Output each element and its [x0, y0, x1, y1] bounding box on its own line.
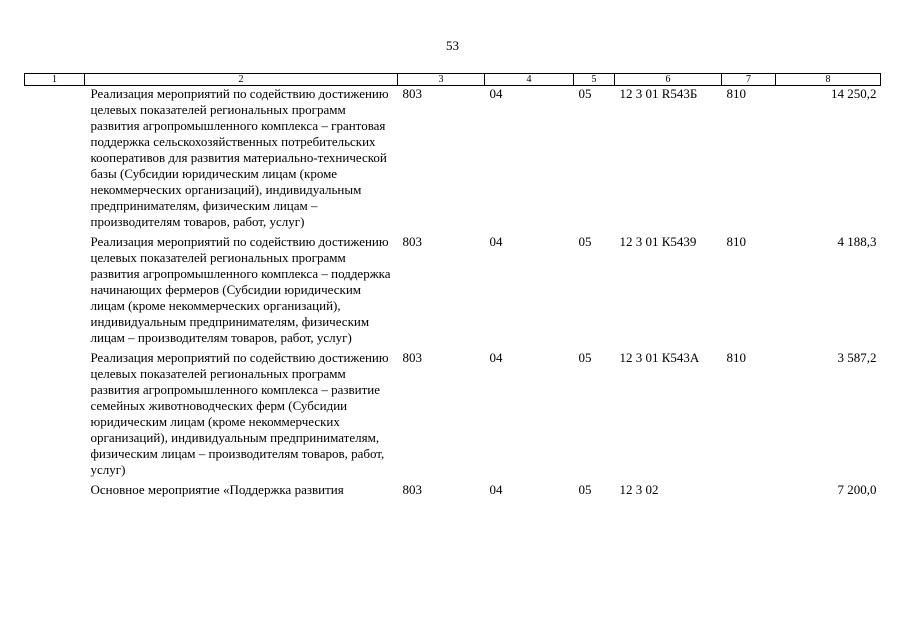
row-number-cell: [25, 234, 85, 350]
target-article-cell: 12 3 01 К5439: [619, 234, 697, 249]
table-row: [25, 86, 881, 235]
header-cell-col4: 4: [485, 74, 574, 86]
amount-cell: 14 250,2: [831, 86, 877, 101]
subsection-code-cell: 05: [578, 482, 592, 497]
table-header: [25, 74, 881, 86]
target-article-cell: 12 3 01 К543А: [619, 350, 700, 365]
ministry-code-cell: 803: [402, 234, 422, 249]
header-cell-col1: 1: [25, 74, 85, 86]
page-number: 53: [446, 38, 459, 53]
expense-type-cell: 810: [726, 350, 746, 365]
row-number-cell: [25, 350, 85, 482]
row-number-cell: [25, 86, 85, 235]
header-cell-col3: 3: [398, 74, 485, 86]
amount-cell: 7 200,0: [837, 482, 877, 497]
subsection-code-cell: 05: [578, 350, 592, 365]
expense-type-cell: [722, 482, 776, 502]
ministry-code-cell: 803: [402, 86, 422, 101]
subsection-code-cell: 05: [578, 86, 592, 101]
description-cell: Реализация мероприятий по содействию достижению целевых показателей региональных программ развития агропромышленного комплекса – грантовая поддержка сельскохозяйственных потребительских кооперативов для развития материально-технической базы (Субсидии юридическим лицам (кроме некоммерческих организаций), индивидуальным предпринимателям, физическим лицам – производителям товаров, работ, услуг): [90, 86, 389, 229]
header-cell-col7: 7: [722, 74, 776, 86]
header-row: [25, 74, 881, 86]
header-cell-col2: 2: [85, 74, 398, 86]
section-code-cell: 04: [489, 350, 503, 365]
description-cell: Основное мероприятие «Поддержка развития: [90, 482, 344, 497]
expense-type-cell: 810: [726, 234, 746, 249]
table-row: [25, 350, 881, 482]
expense-type-cell: 810: [726, 86, 746, 101]
amount-cell: 4 188,3: [837, 234, 877, 249]
target-article-cell: 12 3 01 R543Б: [619, 86, 698, 101]
row-number-cell: [25, 482, 85, 502]
header-cell-col5: 5: [574, 74, 615, 86]
subsection-code-cell: 05: [578, 234, 592, 249]
ministry-code-cell: 803: [402, 482, 422, 497]
header-cell-col6: 6: [615, 74, 722, 86]
table-body: [25, 86, 881, 503]
amount-cell: 3 587,2: [837, 350, 877, 365]
table-row: [25, 234, 881, 350]
target-article-cell: 12 3 02: [619, 482, 659, 497]
section-code-cell: 04: [489, 86, 503, 101]
table-row: [25, 482, 881, 502]
description-cell: Реализация мероприятий по содействию достижению целевых показателей региональных программ развития агропромышленного комплекса – поддержка начинающих фермеров (Субсидии юридическим лицам (кроме некоммерческих организаций), индивидуальным предпринимателям, физическим лицам – производителям товаров, работ, услуг): [90, 234, 391, 345]
budget-table: [24, 73, 881, 502]
ministry-code-cell: 803: [402, 350, 422, 365]
section-code-cell: 04: [489, 482, 503, 497]
description-cell: Реализация мероприятий по содействию достижению целевых показателей региональных программ развития агропромышленного комплекса – развитие семейных животноводческих ферм (Субсидии юридическим лицам (кроме некоммерческих организаций), индивидуальным предпринимателям, физическим лицам – производителям товаров, работ, услуг): [90, 350, 389, 477]
header-cell-col8: 8: [776, 74, 881, 86]
section-code-cell: 04: [489, 234, 503, 249]
